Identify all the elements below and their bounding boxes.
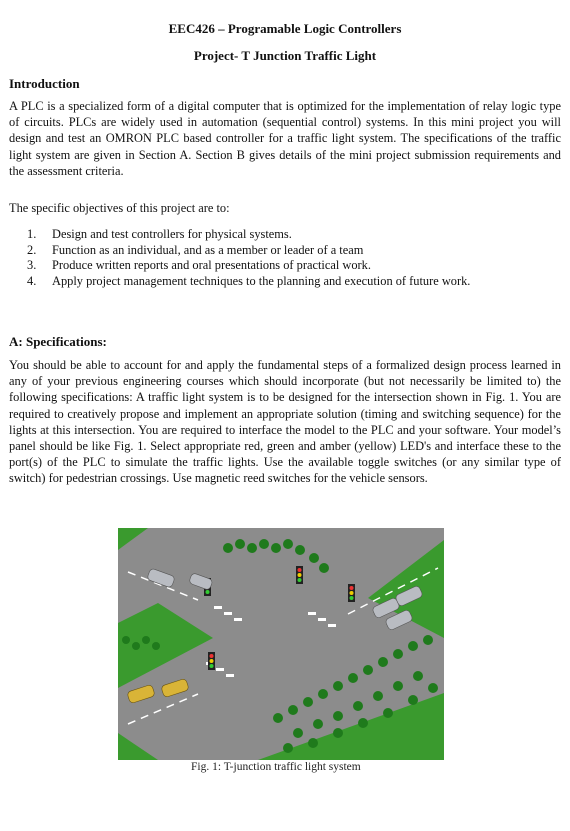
objectives-list [27, 227, 470, 289]
list-text: Produce written reports and oral presentations of practical work. [52, 258, 371, 273]
project-title: Project- T Junction Traffic Light [193, 48, 377, 63]
traffic-light [296, 566, 303, 584]
list-number: 1. [27, 227, 37, 241]
list-item [27, 227, 470, 243]
traffic-light [208, 652, 215, 670]
list-text: Function as an individual, and as a member or leader of a team [52, 242, 364, 257]
list-item [27, 243, 470, 259]
objectives-lead: The specific objectives of this project are to: [9, 201, 230, 215]
intersection-illustration [118, 528, 444, 760]
list-item [27, 258, 470, 274]
list-number: 2. [27, 242, 37, 257]
list-text: Design and test controllers for physical systems. [52, 227, 292, 241]
course-title: EEC426 – Programable Logic Controllers [168, 21, 402, 36]
traffic-light [348, 584, 355, 602]
list-text: Apply project management techniques to the planning and execution of future work. [52, 273, 471, 288]
specs-paragraph: You should be able to account for and apply the fundamental steps of a formalized design process learned in any of your previous engineering courses which should incorporate (but not necessarily be limited to) the following specifications: A traffic light system is to be designed for the intersection shown in Fig. 1. You are required to creatively propose and implement an appropriate solution (timing and switching sequence) for the lights at this intersection. You are required to interface the model to the PLC and your software. Your model’s panel should be like Fig. 1. Select appropriate red, green and amber (yellow) LED's and interface these to the port(s) of the PLC to simulate the traffic lights. Use the available toggle switches (or any similar type of switch) for pedestrian crossings. Use magnetic reed switches for the vehicle sensors. [9, 358, 561, 486]
intro-paragraph: A PLC is a specialized form of a digital computer that is optimized for the implementation of relay logic type of circuits. PLCs are widely used in automation (sequential control) systems. In this mini project you will design and test an OMRON PLC based controller for a traffic light system. The specifications of the traffic light system are given in Section A. Section B gives details of the mini project submission requirements and the assessment criteria. [9, 99, 561, 178]
list-item [27, 274, 470, 290]
specs-heading: A: Specifications: [9, 334, 107, 349]
t-junction-figure [118, 528, 444, 760]
list-number: 4. [27, 273, 37, 288]
intro-heading: Introduction [9, 76, 80, 91]
figure-caption: Fig. 1: T-junction traffic light system [191, 761, 361, 773]
list-number: 3. [27, 258, 37, 273]
